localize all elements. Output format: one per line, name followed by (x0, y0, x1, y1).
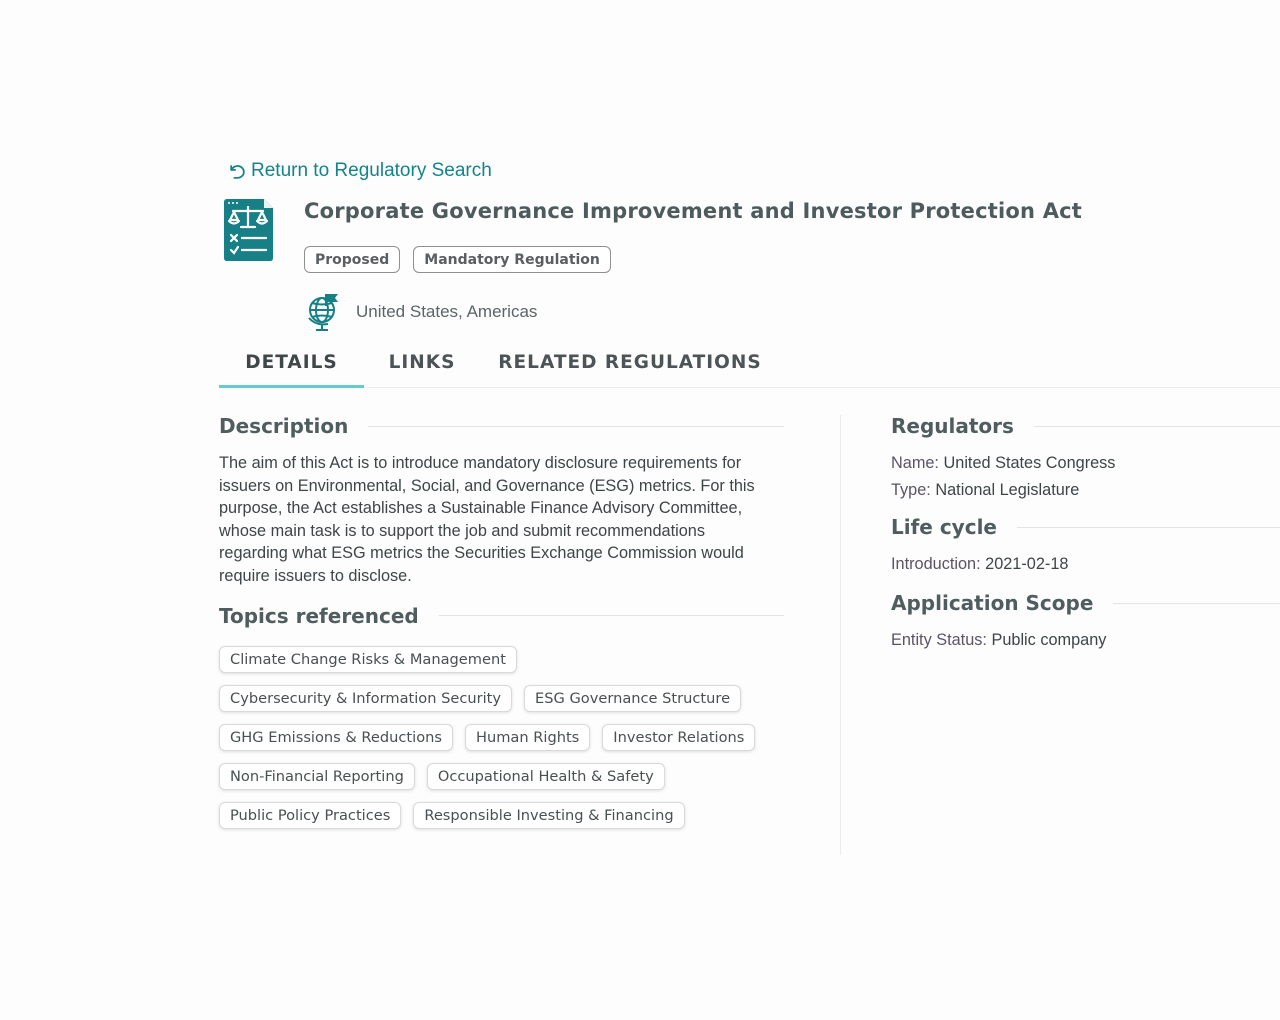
lifecycle-header (891, 511, 1280, 543)
entity-status (891, 631, 1280, 653)
regulator-name-value: United States Congress (943, 454, 1116, 472)
details-main (219, 410, 784, 829)
regulators-heading: Regulators (891, 414, 1014, 438)
tab-related-regulations[interactable]: RELATED REGULATIONS (498, 352, 762, 373)
topics-heading: Topics referenced (219, 603, 419, 628)
divider (1113, 603, 1280, 604)
return-to-search-link[interactable] (228, 160, 492, 182)
topic-chip[interactable]: Responsible Investing & Financing (413, 802, 684, 829)
description-text: The aim of this Act is to introduce mandatory disclosure requirements for issuers on Environmental, Social, and Governance (ESG) metrics. For this purpose, the Act establishes a Sustainable Finance Advisory Committee, whose main task is to support the job and submit recommendations regarding what ESG metrics the Securities Exchange Commission would require issuers to disclose. (219, 454, 755, 585)
regulator-type-value: National Legislature (935, 481, 1080, 499)
regulator-type-label: Type: (891, 481, 931, 499)
location (306, 292, 537, 332)
status-badges (304, 246, 611, 273)
topic-chip[interactable]: ESG Governance Structure (524, 685, 741, 712)
location-text: United States, Americas (356, 302, 538, 321)
topics-list (219, 646, 784, 829)
details-sidebar (891, 410, 1280, 653)
tab-links[interactable]: LINKS (388, 352, 456, 373)
topic-chip[interactable]: Cybersecurity & Information Security (219, 685, 512, 712)
lifecycle-heading: Life cycle (891, 515, 997, 539)
divider (1034, 426, 1280, 427)
regulator-name (891, 454, 1280, 476)
status-badge-proposed: Proposed (304, 246, 400, 273)
topic-chip[interactable]: Climate Change Risks & Management (219, 646, 517, 673)
introduction-date (891, 555, 1280, 577)
scope-info (891, 631, 1280, 653)
globe-icon (306, 292, 340, 332)
description-header (219, 410, 784, 442)
scope-heading: Application Scope (891, 591, 1094, 615)
regulator-name-label: Name: (891, 454, 939, 472)
tab-details[interactable]: DETAILS (219, 340, 364, 388)
entity-status-value: Public company (991, 631, 1107, 649)
regulator-info (891, 454, 1280, 503)
topic-chip[interactable]: Public Policy Practices (219, 802, 401, 829)
lifecycle-info (891, 555, 1280, 577)
topic-chip[interactable]: Human Rights (465, 724, 590, 751)
regulator-type (891, 481, 1280, 503)
topics-header (219, 600, 784, 632)
regulation-title: Corporate Governance Improvement and Investor Protection Act (304, 199, 1083, 223)
return-link-label: Return to Regulatory Search (251, 160, 492, 181)
description-heading: Description (219, 414, 349, 438)
regulation-document-icon (224, 199, 273, 261)
scope-header (891, 587, 1280, 619)
divider (368, 426, 784, 427)
status-badge-mandatory: Mandatory Regulation (413, 246, 611, 273)
topic-chip[interactable]: Occupational Health & Safety (427, 763, 665, 790)
divider (1017, 527, 1280, 528)
introduction-value: 2021-02-18 (985, 555, 1069, 573)
undo-arrow-icon (228, 162, 247, 181)
entity-status-label: Entity Status: (891, 631, 987, 649)
tab-bar (219, 340, 1280, 388)
column-divider (840, 415, 841, 855)
topic-chip[interactable]: Investor Relations (602, 724, 755, 751)
regulators-header (891, 410, 1280, 442)
divider (439, 615, 784, 616)
topic-chip[interactable]: GHG Emissions & Reductions (219, 724, 453, 751)
introduction-label: Introduction: (891, 555, 981, 573)
topic-chip[interactable]: Non-Financial Reporting (219, 763, 415, 790)
